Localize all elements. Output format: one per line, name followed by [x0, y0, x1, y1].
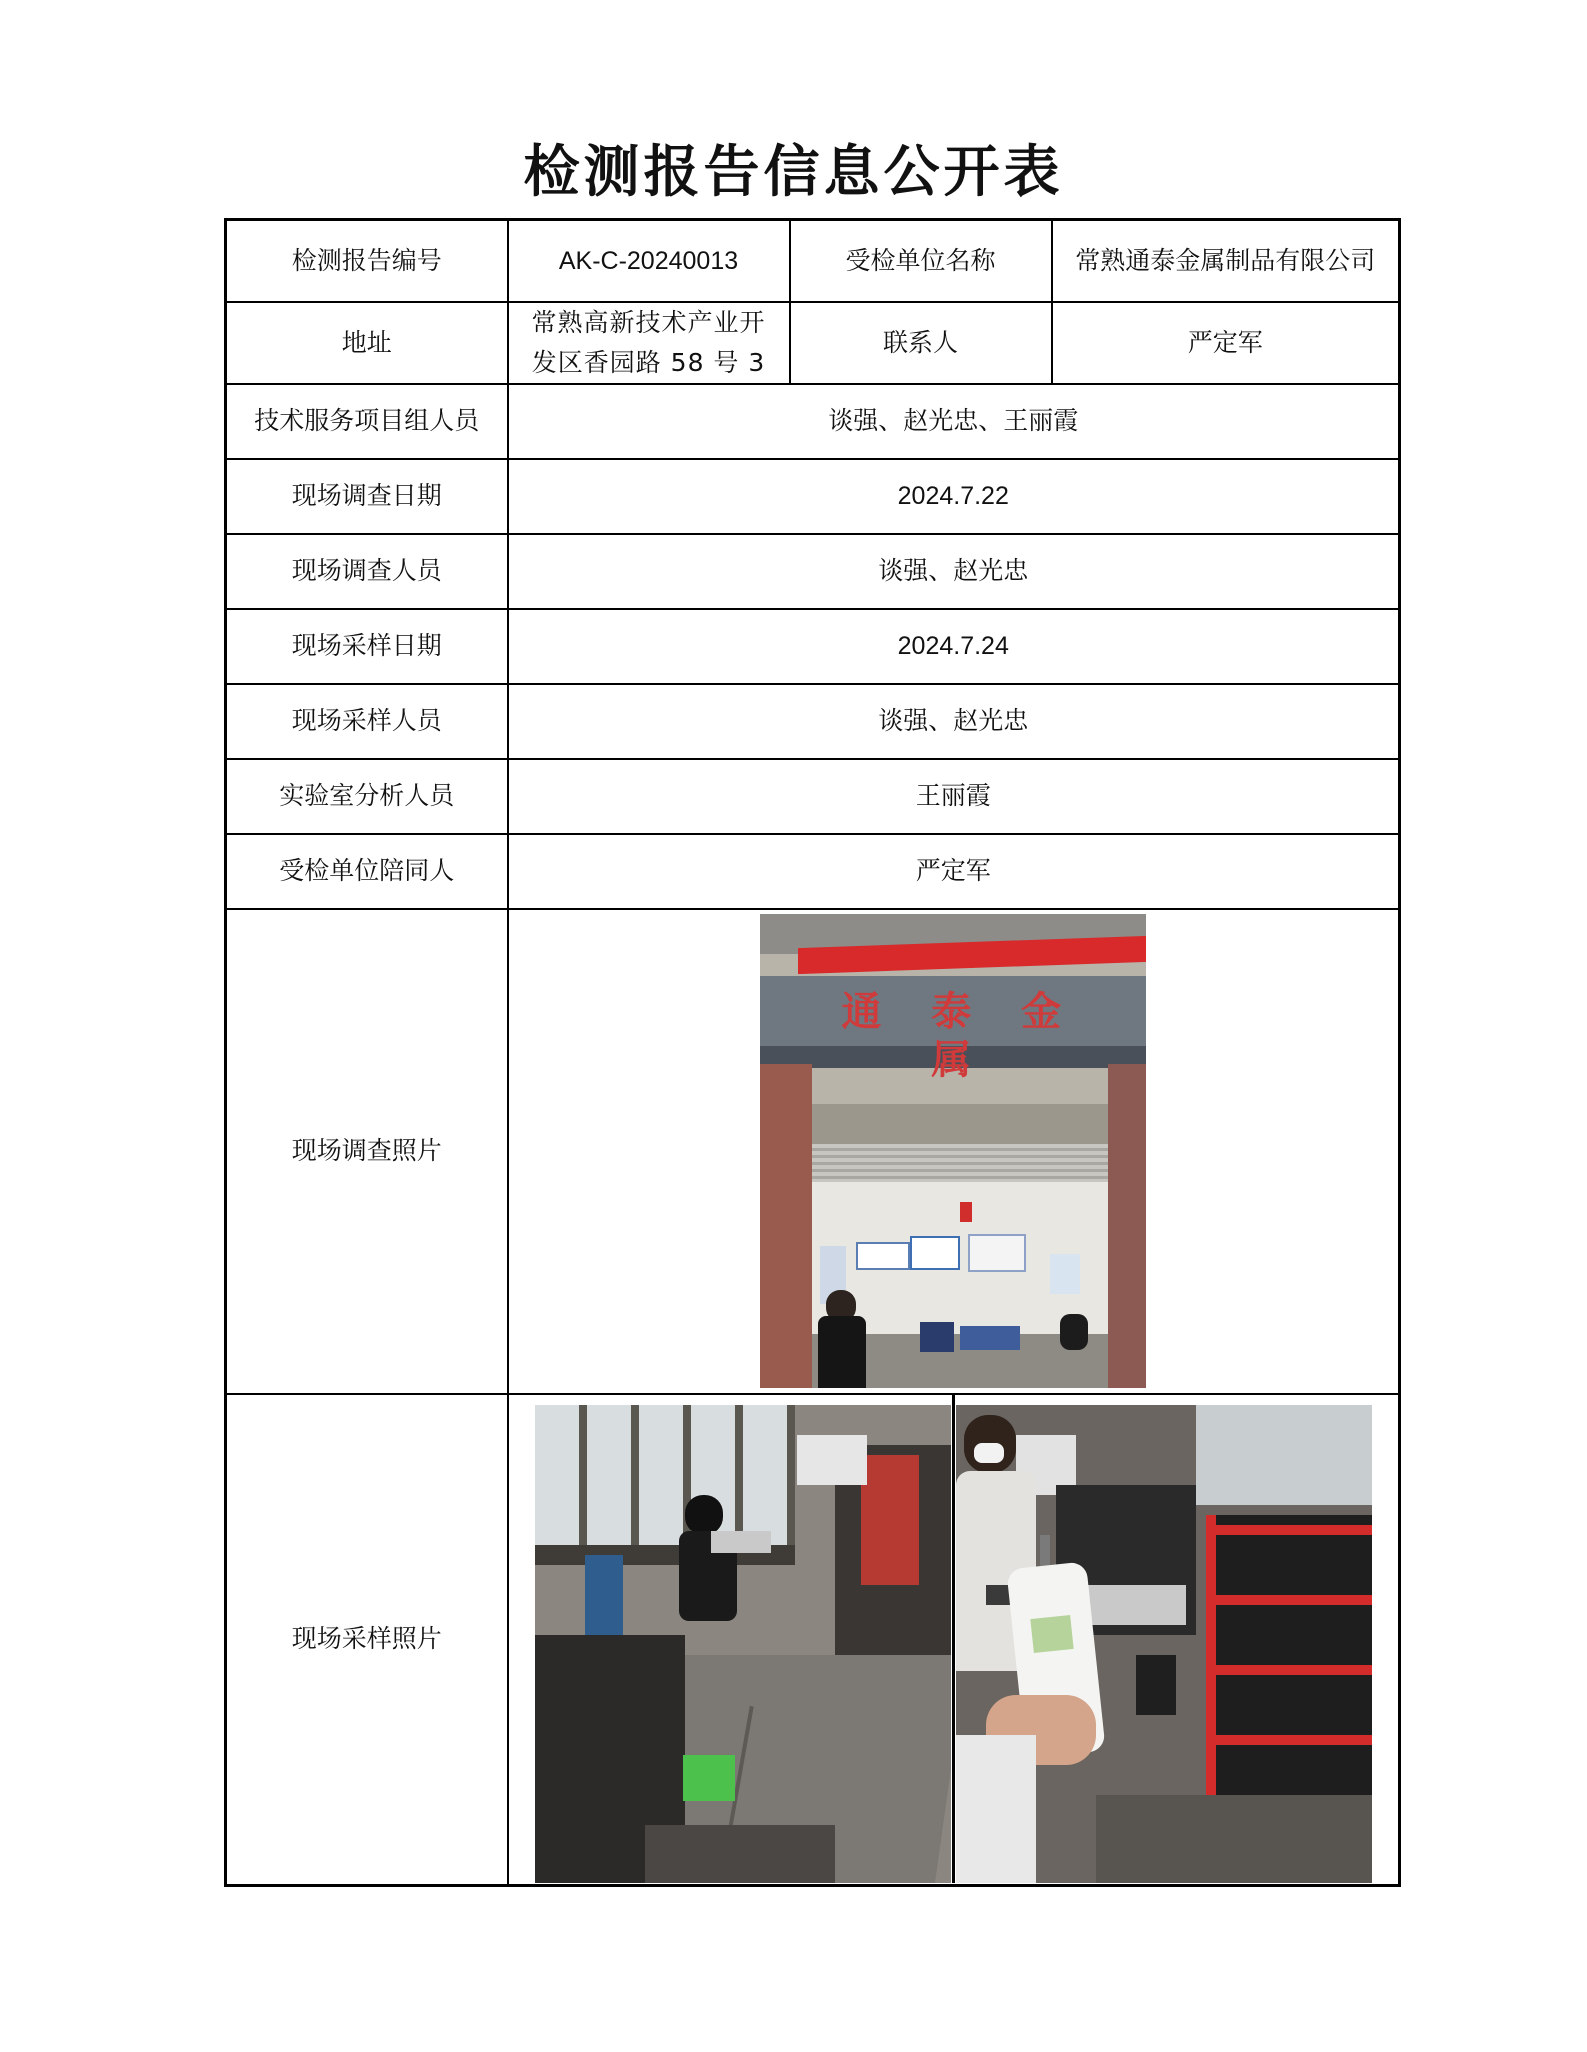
survey-photo	[760, 914, 1146, 1388]
factory-sign: 通 泰 金 属	[841, 988, 1080, 1083]
sampling-photo-left	[535, 1405, 951, 1883]
unit-label: 受检单位名称	[790, 220, 1052, 302]
sampling-staff-label: 现场采样人员	[226, 684, 508, 759]
sampling-date-label: 现场采样日期	[226, 609, 508, 684]
row-sampling-date	[226, 609, 1400, 684]
team-label: 技术服务项目组人员	[226, 384, 508, 459]
survey-date-value: 2024.7.22	[508, 459, 1400, 534]
row-survey-photo	[226, 909, 1400, 1394]
row-sampling-staff	[226, 684, 1400, 759]
row-survey-staff	[226, 534, 1400, 609]
report-no-value: AK-C-20240013	[508, 220, 790, 302]
sampling-staff-value: 谈强、赵光忠	[508, 684, 1400, 759]
row-team	[226, 384, 1400, 459]
page-title: 检测报告信息公开表	[523, 139, 1064, 205]
sampling-photo-label: 现场采样照片	[226, 1394, 508, 1886]
address-label: 地址	[226, 302, 508, 384]
team-value: 谈强、赵光忠、王丽霞	[508, 384, 1400, 459]
unit-value: 常熟通泰金属制品有限公司	[1052, 220, 1400, 302]
row-lab-staff	[226, 759, 1400, 834]
survey-staff-label: 现场调查人员	[226, 534, 508, 609]
address-value: 常熟高新技术产业开发区香园路 58 号 3	[508, 302, 790, 384]
report-table	[224, 218, 1401, 1887]
row-survey-date	[226, 459, 1400, 534]
row-report-no	[226, 220, 1400, 302]
survey-date-label: 现场调查日期	[226, 459, 508, 534]
report-no-label: 检测报告编号	[226, 220, 508, 302]
row-address	[226, 302, 1400, 384]
row-escort	[226, 834, 1400, 909]
escort-value: 严定军	[508, 834, 1400, 909]
sampling-photo-right	[956, 1405, 1372, 1883]
escort-label: 受检单位陪同人	[226, 834, 508, 909]
sampling-date-value: 2024.7.24	[508, 609, 1400, 684]
survey-photo-label: 现场调查照片	[226, 909, 508, 1394]
photo-divider	[952, 1395, 955, 1883]
lab-staff-label: 实验室分析人员	[226, 759, 508, 834]
contact-value: 严定军	[1052, 302, 1400, 384]
contact-label: 联系人	[790, 302, 1052, 384]
lab-staff-value: 王丽霞	[508, 759, 1400, 834]
row-sampling-photo	[226, 1394, 1400, 1886]
survey-staff-value: 谈强、赵光忠	[508, 534, 1400, 609]
